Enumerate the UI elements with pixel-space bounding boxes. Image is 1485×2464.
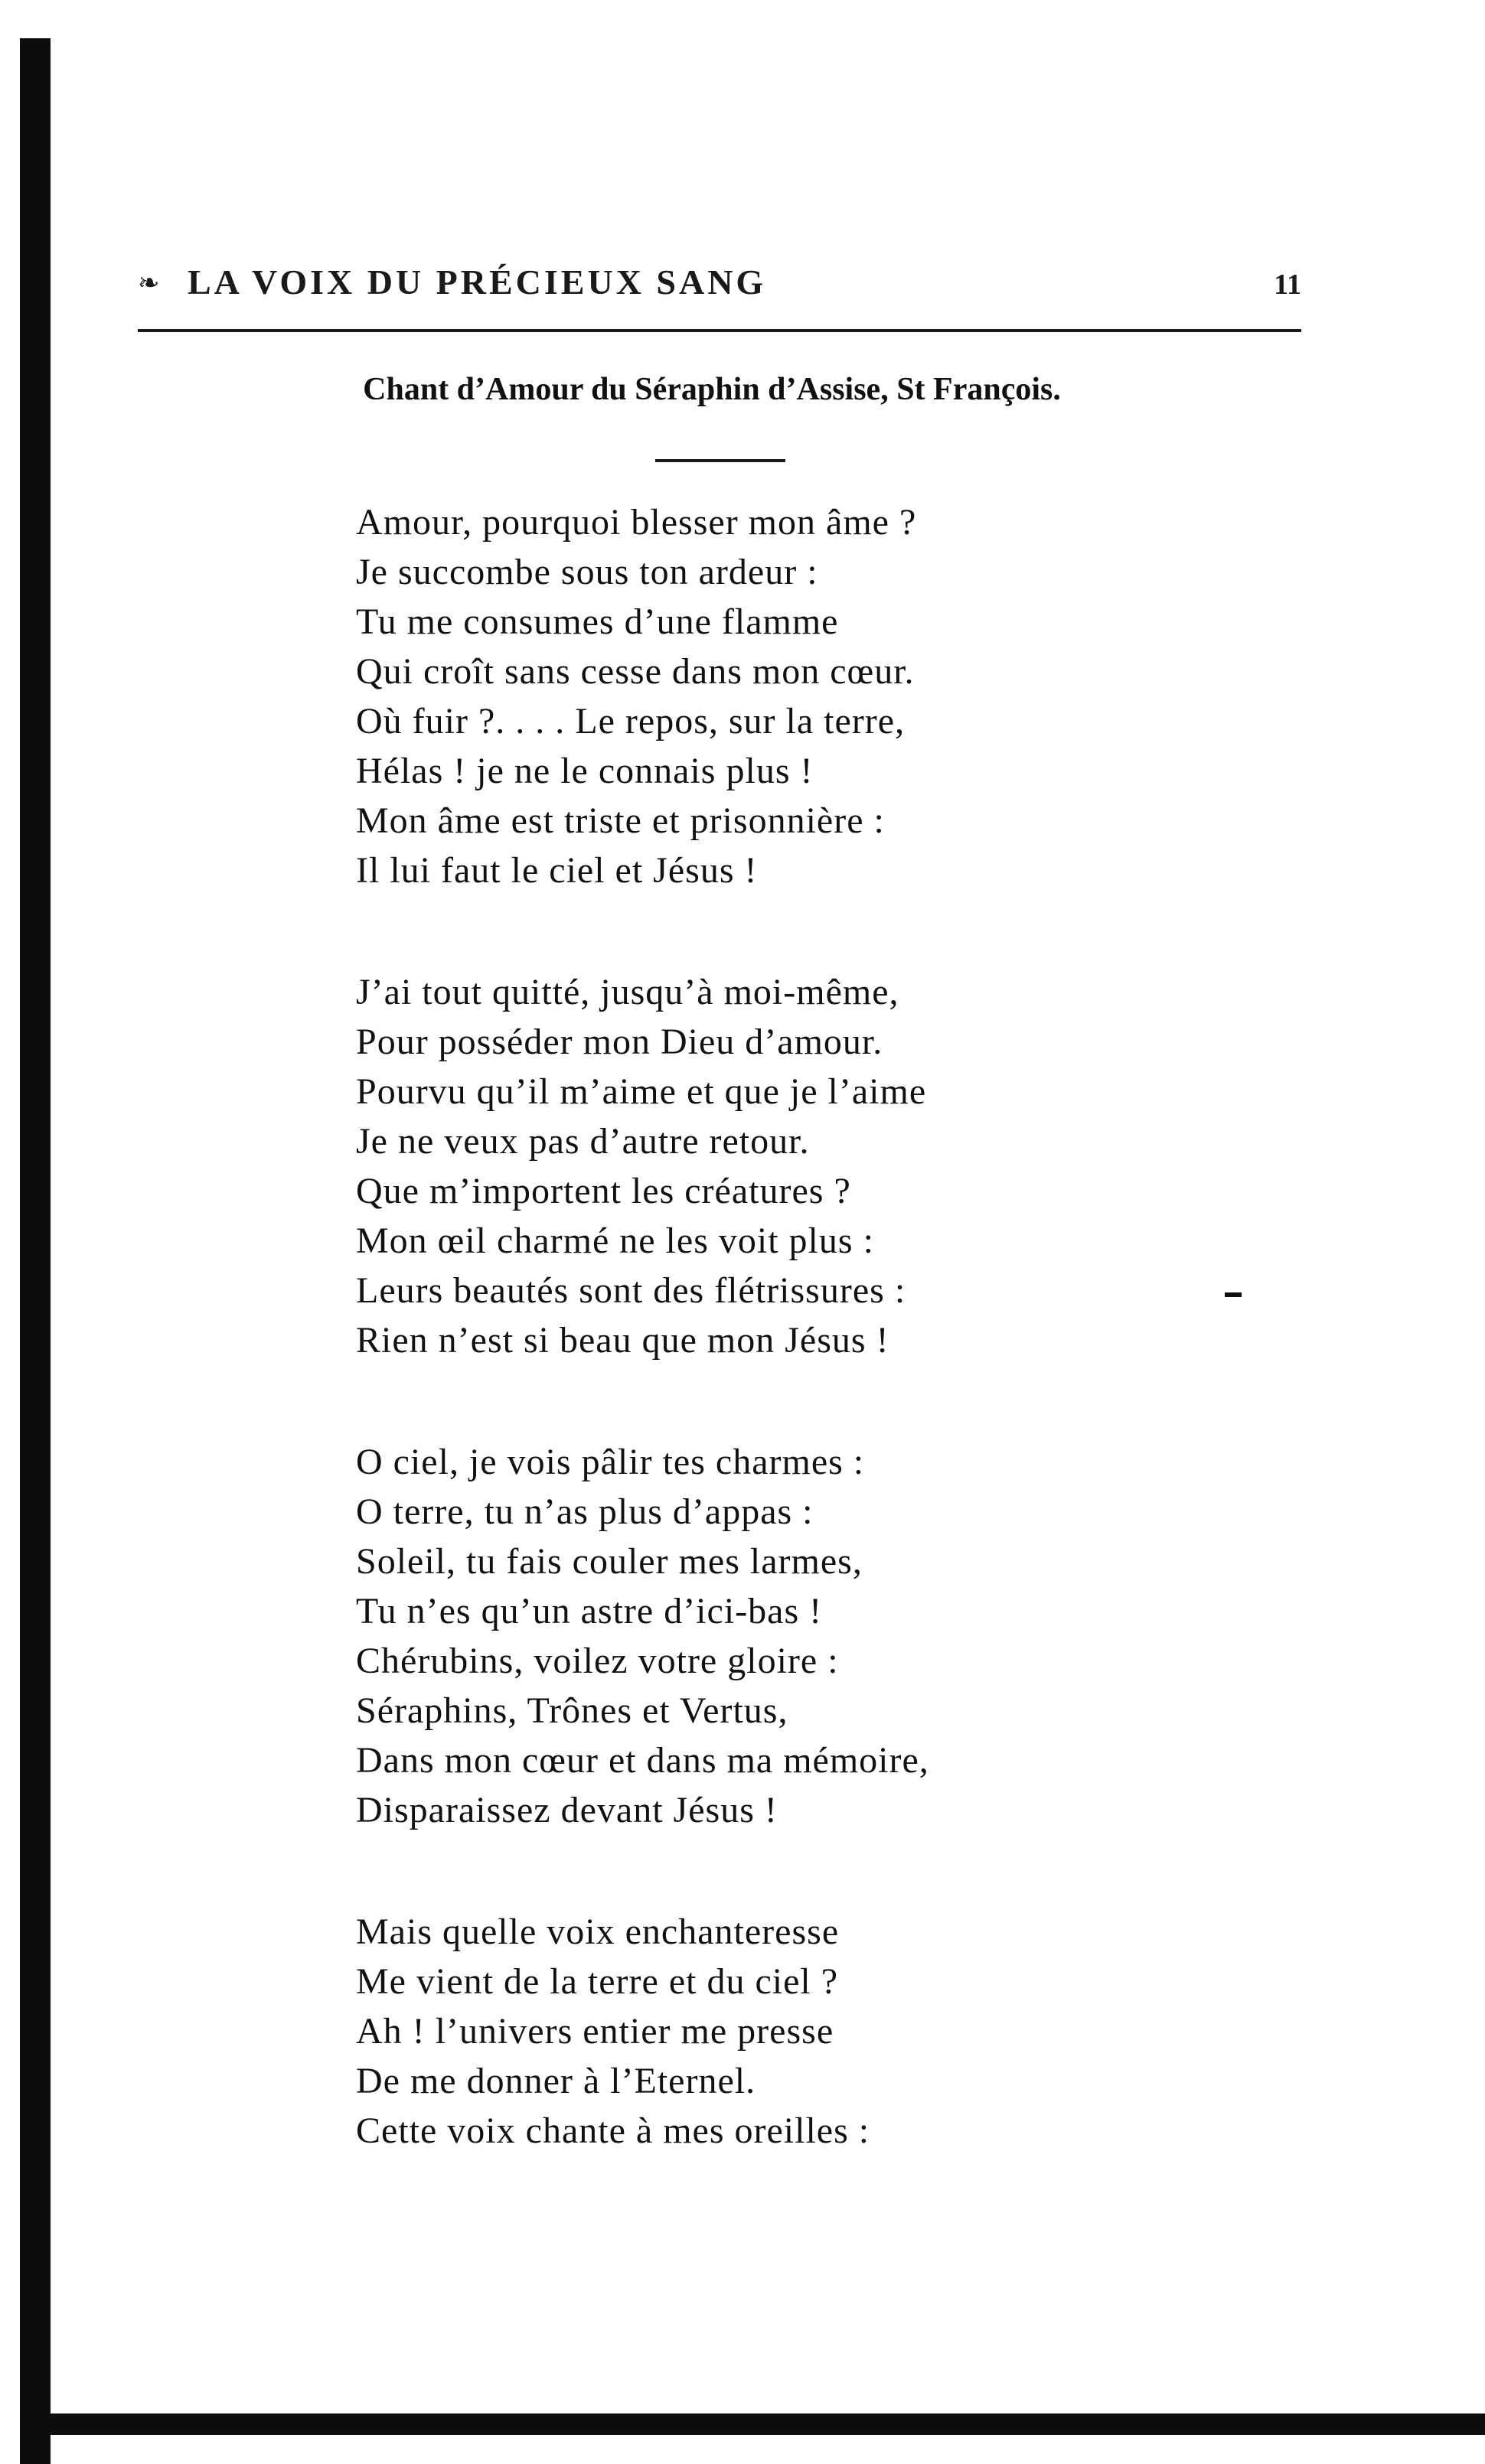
poem-title: Chant d’Amour du Séraphin d’Assise, St François. bbox=[363, 372, 1061, 407]
verse-line: Je succombe sous ton ardeur : bbox=[356, 552, 818, 592]
verse-line: Hélas ! je ne le connais plus ! bbox=[356, 751, 814, 791]
verse-line: Tu me consumes d’une flamme bbox=[356, 601, 839, 642]
ink-mark bbox=[1225, 1292, 1242, 1297]
verse-line: Me vient de la terre et du ciel ? bbox=[356, 1961, 839, 2002]
page-number: 11 bbox=[1274, 269, 1301, 301]
title-rule bbox=[655, 459, 785, 462]
verse-line: Chérubins, voilez votre gloire : bbox=[356, 1641, 839, 1681]
verse-line: Rien n’est si beau que mon Jésus ! bbox=[356, 1320, 889, 1361]
header-rule bbox=[138, 329, 1301, 332]
running-title: LA VOIX DU PRÉCIEUX SANG bbox=[188, 262, 767, 301]
stanza bbox=[356, 1437, 1274, 1835]
verse-line: Soleil, tu fais couler mes larmes, bbox=[356, 1541, 863, 1582]
scan-shadow-bottom bbox=[51, 2413, 1485, 2435]
book-page bbox=[115, 230, 1309, 2372]
verse-line: Mais quelle voix enchanteresse bbox=[356, 1912, 840, 1952]
verse-line: Où fuir ?. . . . Le repos, sur la terre, bbox=[356, 701, 906, 741]
verse-line: Disparaissez devant Jésus ! bbox=[356, 1790, 778, 1830]
stanza bbox=[356, 1907, 1274, 2156]
ornament-icon: ❧ bbox=[138, 269, 160, 298]
stanza bbox=[356, 967, 1274, 1365]
stanza bbox=[356, 497, 1274, 895]
running-header bbox=[138, 260, 1301, 314]
verse-line: Il lui faut le ciel et Jésus ! bbox=[356, 850, 758, 891]
verse-line: Je ne veux pas d’autre retour. bbox=[356, 1121, 810, 1162]
verse-line: Mon œil charmé ne les voit plus : bbox=[356, 1221, 874, 1261]
verse-line: Mon âme est triste et prisonnière : bbox=[356, 800, 885, 841]
verse-line: Que m’importent les créatures ? bbox=[356, 1171, 851, 1211]
verse-line: De me donner à l’Eternel. bbox=[356, 2061, 756, 2101]
verse-line: Amour, pourquoi blesser mon âme ? bbox=[356, 502, 917, 543]
verse-line: O ciel, je vois pâlir tes charmes : bbox=[356, 1442, 865, 1482]
verse-line: Qui croît sans cesse dans mon cœur. bbox=[356, 651, 915, 692]
verse-line: Ah ! l’univers entier me presse bbox=[356, 2011, 834, 2052]
verse-line: Leurs beautés sont des flétrissures : bbox=[356, 1270, 906, 1311]
verse-line: O terre, tu n’as plus d’appas : bbox=[356, 1491, 814, 1532]
verse-line: J’ai tout quitté, jusqu’à moi-même, bbox=[356, 972, 899, 1012]
verse-line: Dans mon cœur et dans ma mémoire, bbox=[356, 1740, 929, 1781]
verse-line: Pour posséder mon Dieu d’amour. bbox=[356, 1022, 883, 1062]
scan-shadow-left bbox=[20, 38, 51, 2464]
verse-line: Séraphins, Trônes et Vertus, bbox=[356, 1690, 788, 1731]
verse-line: Cette voix chante à mes oreilles : bbox=[356, 2110, 870, 2151]
poem-body bbox=[356, 497, 1274, 2228]
verse-line: Pourvu qu’il m’aime et que je l’aime bbox=[356, 1071, 927, 1112]
verse-line: Tu n’es qu’un astre d’ici-bas ! bbox=[356, 1591, 823, 1631]
